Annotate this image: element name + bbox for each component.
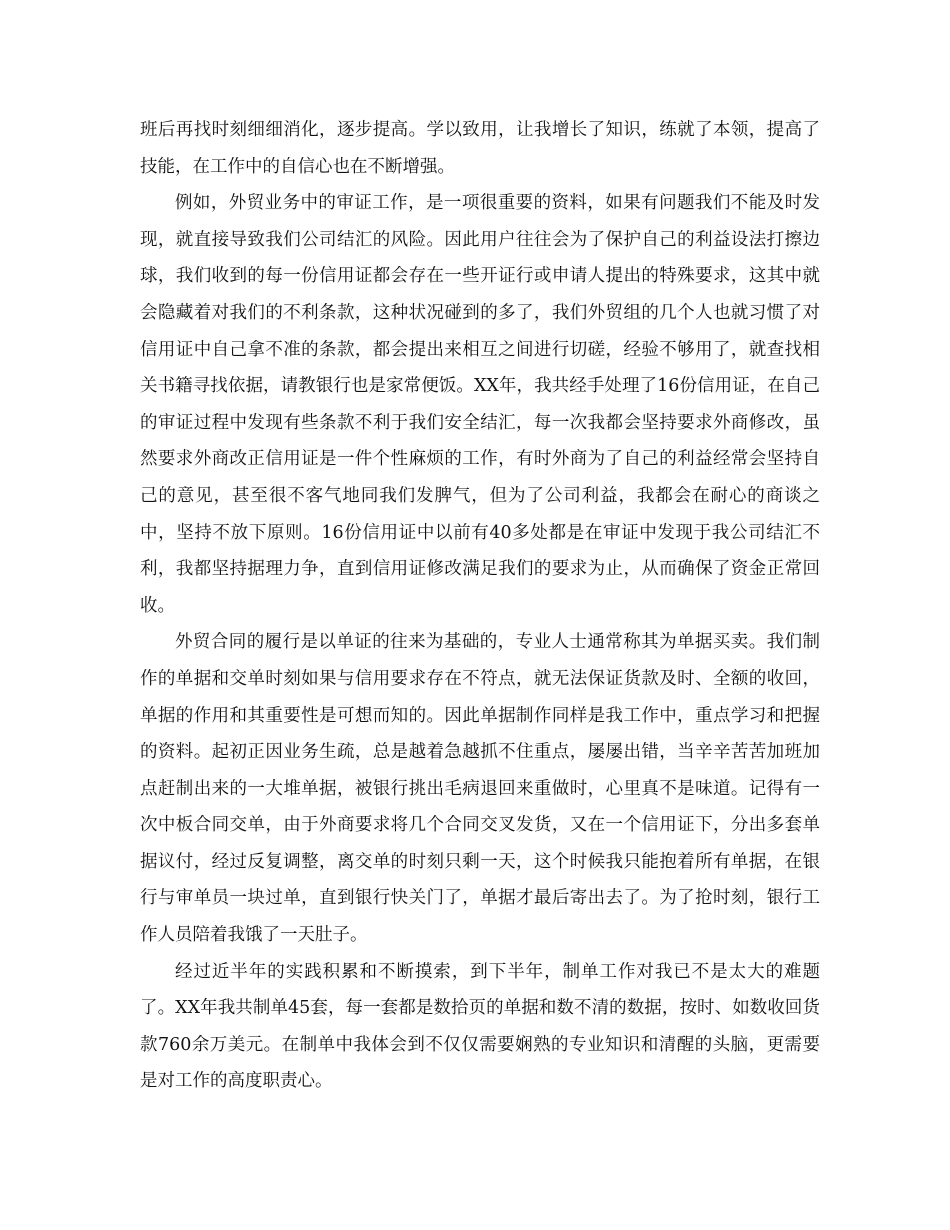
paragraph-4: 经过近半年的实践积累和不断摸索，到下半年，制单工作对我已不是太大的难题了。XX年我共制单45套，每一套都是数拾页的单据和数不清的数据，按时、如数收回货款760余万美元。在制单中我体会到不仅仅需要娴熟的专业知识和清醒的头脑，更需要是对工作的高度职责心。: [140, 961, 820, 1092]
document-page: [140, 112, 820, 1100]
paragraph-1: 班后再找时刻细细消化，逐步提高。学以致用，让我增长了知识，练就了本领，提高了技能，在工作中的自信心也在不断增强。: [140, 120, 820, 177]
paragraph-2: 例如，外贸业务中的审证工作，是一项很重要的资料，如果有问题我们不能及时发现，就直接导致我们公司结汇的风险。因此用户往往会为了保护自己的利益设法打擦边球，我们收到的每一份信用证都会存在一些开证行或申请人提出的特殊要求，这其中就会隐藏着对我们的不利条款，这种状况碰到的多了，我们外贸组的几个人也就习惯了对信用证中自己拿不准的条款，都会提出来相互之间进行切磋，经验不够用了，就查找相关书籍寻找依据，请教银行也是家常便饭。XX年，我共经手处理了16份信用证，在自己的审证过程中发现有些条款不利于我们安全结汇，每一次我都会坚持要求外商修改，虽然要求外商改正信用证是一件个性麻烦的工作，有时外商为了自己的利益经常会坚持自己的意见，甚至很不客气地同我们发脾气，但为了公司利益，我都会在耐心的商谈之中，坚持不放下原则。16份信用证中以前有40多处都是在审证中发现于我公司结汇不利，我都坚持据理力争，直到信用证修改满足我们的要求为止，从而确保了资金正常回收。: [140, 193, 820, 616]
paragraph-3: 外贸合同的履行是以单证的往来为基础的，专业人士通常称其为单据买卖。我们制作的单据和交单时刻如果与信用要求存在不符点，就无法保证货款及时、全额的收回，单据的作用和其重要性是可想而知的。因此单据制作同样是我工作中，重点学习和把握的资料。起初正因业务生疏，总是越着急越抓不住重点，屡屡出错，当辛辛苦苦加班加点赶制出来的一大堆单据，被银行挑出毛病退回来重做时，心里真不是味道。记得有一次中板合同交单，由于外商要求将几个合同交叉发货，又在一个信用证下，分出多套单据议付，经过反复调整，离交单的时刻只剩一天，这个时候我只能抱着所有单据，在银行与审单员一块过单，直到银行快关门了，单据才最后寄出去了。为了抢时刻，银行工作人员陪着我饿了一天肚子。: [140, 632, 820, 946]
